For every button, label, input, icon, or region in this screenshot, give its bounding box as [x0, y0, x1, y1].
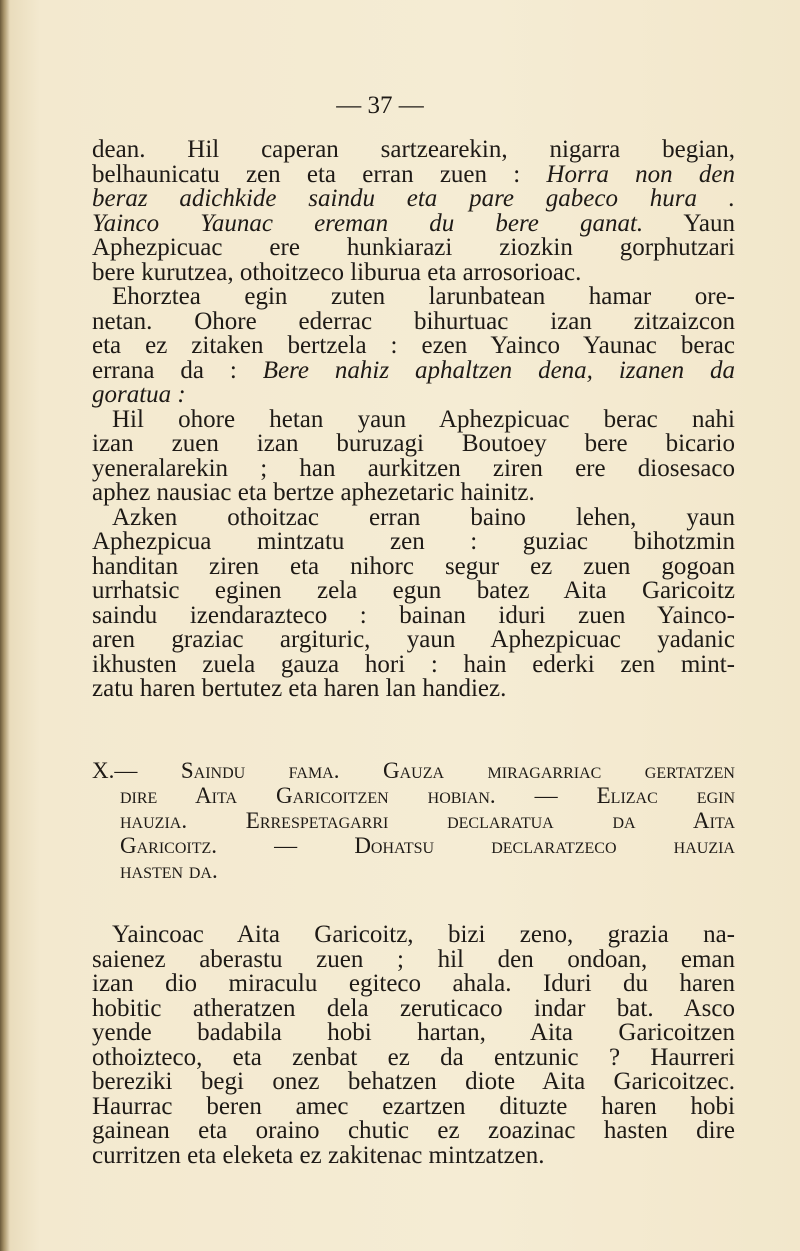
body-text-section-1 — [92, 138, 735, 702]
text-segment: bere kurutzea, othoitzeco liburua eta arrosorioac. — [92, 258, 582, 286]
page-number: — 37 — — [336, 92, 424, 119]
text-line — [92, 530, 735, 555]
text-line — [92, 432, 735, 457]
text-line — [92, 677, 735, 702]
text-line — [92, 285, 735, 310]
text-segment: Hil ohore hetan yaun Aphezpicuac berac nahi — [112, 405, 735, 433]
text-line — [92, 994, 735, 1022]
text-line — [92, 138, 735, 163]
text-line — [92, 334, 735, 359]
text-segment: curritzen eta eleketa ez zakitenac mintzatzen. — [92, 1141, 545, 1169]
text-segment: Ehorztea egin zuten larunbatean hamar ore- — [112, 283, 735, 310]
heading-line: X.— Saindu fama. Gauza miragarriac gertatzen — [92, 758, 735, 783]
text-segment: Yaincoac Aita Garicoitz, bizi zeno, grazia na- — [112, 921, 735, 948]
italic-text: Bere nahiz aphaltzen dena, izanen da — [262, 356, 735, 384]
text-line — [92, 209, 735, 237]
text-line — [92, 1043, 735, 1071]
text-line — [92, 552, 735, 580]
text-segment: ikhusten zuela gauza hori : hain ederki zen mint- — [92, 650, 735, 678]
text-line — [92, 258, 735, 286]
text-line — [92, 1092, 735, 1120]
text-segment: handitan ziren eta nihorc segur ez zuen gogoan — [92, 552, 735, 580]
text-segment: Aphezpicua mintzatu zen : guziac bihotzmin — [92, 528, 735, 555]
text-segment: eta ez zitaken bertzela : ezen Yainco Yaunac berac — [92, 332, 735, 359]
text-segment: saindu izendarazteco : bainan iduri zuen Yainco- — [92, 601, 735, 629]
text-line — [92, 307, 735, 335]
text-line — [92, 601, 735, 629]
text-segment: saienez aberastu zuen ; hil den ondoan, eman — [92, 945, 735, 973]
text-segment: gainean eta oraino chutic ez zoazinac hasten dire — [92, 1117, 735, 1144]
text-segment: hobitic atheratzen dela zeruticaco indar bat. Asco — [92, 994, 735, 1022]
heading-line: hauzia. Errespetagarri declaratua da Aita — [120, 808, 735, 833]
text-segment: yeneralarekin ; han aurkitzen ziren ere diosesaco — [92, 454, 735, 482]
text-line — [92, 454, 735, 482]
text-segment: izan dio miraculu egiteco ahala. Iduri du haren — [92, 970, 735, 997]
text-segment: Azken othoitzac erran baino lehen, yaun — [112, 503, 735, 531]
text-line — [92, 628, 735, 653]
italic-text: Yainco Yaunac ereman du bere ganat. — [92, 209, 644, 237]
text-line — [92, 160, 735, 188]
text-line — [92, 579, 735, 604]
text-line — [92, 356, 735, 384]
heading-line: Garicoitz. — Dohatsu declaratzeco hauzia — [120, 833, 735, 858]
text-line — [92, 1119, 735, 1144]
text-line — [92, 1021, 735, 1046]
text-line — [92, 1070, 735, 1095]
text-segment: bereziki begi onez behatzen diote Aita Garicoitzec. — [92, 1068, 735, 1095]
text-segment: Aphezpicuac ere hunkiarazi ziozkin gorphutzari — [92, 234, 735, 261]
text-segment: aphez nausiac eta bertze aphezetaric hainitz. — [92, 479, 535, 506]
text-segment: Yaun — [643, 209, 735, 237]
heading-line: dire Aita Garicoitzen hobian. — Elizac egin — [120, 783, 735, 808]
text-segment: aren graziac argituric, yaun Aphezpicuac yadanic — [92, 626, 735, 653]
text-line — [92, 236, 735, 261]
text-line — [92, 650, 735, 678]
text-line — [92, 503, 735, 531]
text-line — [92, 481, 735, 506]
heading-line: hasten da. — [120, 858, 218, 883]
text-line — [92, 187, 735, 212]
text-line — [92, 405, 735, 433]
text-line — [92, 383, 735, 408]
text-segment: othoizteco, eta zenbat ez da entzunic ? Haurreri — [92, 1043, 735, 1071]
text-line — [92, 972, 735, 997]
text-line — [92, 1141, 735, 1169]
text-segment: yende badabila hobi hartan, Aita Garicoitzen — [92, 1019, 735, 1046]
text-segment: errana da : — [92, 356, 263, 384]
text-segment: belhaunicatu zen eta erran zuen : — [92, 160, 547, 188]
chapter-heading — [92, 758, 735, 883]
text-line — [92, 923, 735, 948]
text-segment: netan. Ohore ederrac bihurtuac izan zitzaizcon — [92, 307, 735, 335]
text-segment: Haurrac beren amec ezartzen dituzte haren hobi — [92, 1092, 735, 1120]
text-segment: zatu haren bertutez eta haren lan handiez. — [92, 675, 507, 702]
italic-text: goratua : — [92, 381, 186, 408]
text-line — [92, 945, 735, 973]
text-segment: izan zuen izan buruzagi Boutoey bere bicario — [92, 430, 735, 457]
italic-text: beraz adichkide saindu eta pare gabeco hura . — [92, 185, 735, 212]
italic-text: Horra non den — [546, 160, 735, 188]
text-segment: urrhatsic eginen zela egun batez Aita Garicoitz — [92, 577, 735, 604]
text-segment: dean. Hil caperan sartzearekin, nigarra begian, — [92, 136, 735, 163]
body-text-section-2 — [92, 923, 735, 1168]
